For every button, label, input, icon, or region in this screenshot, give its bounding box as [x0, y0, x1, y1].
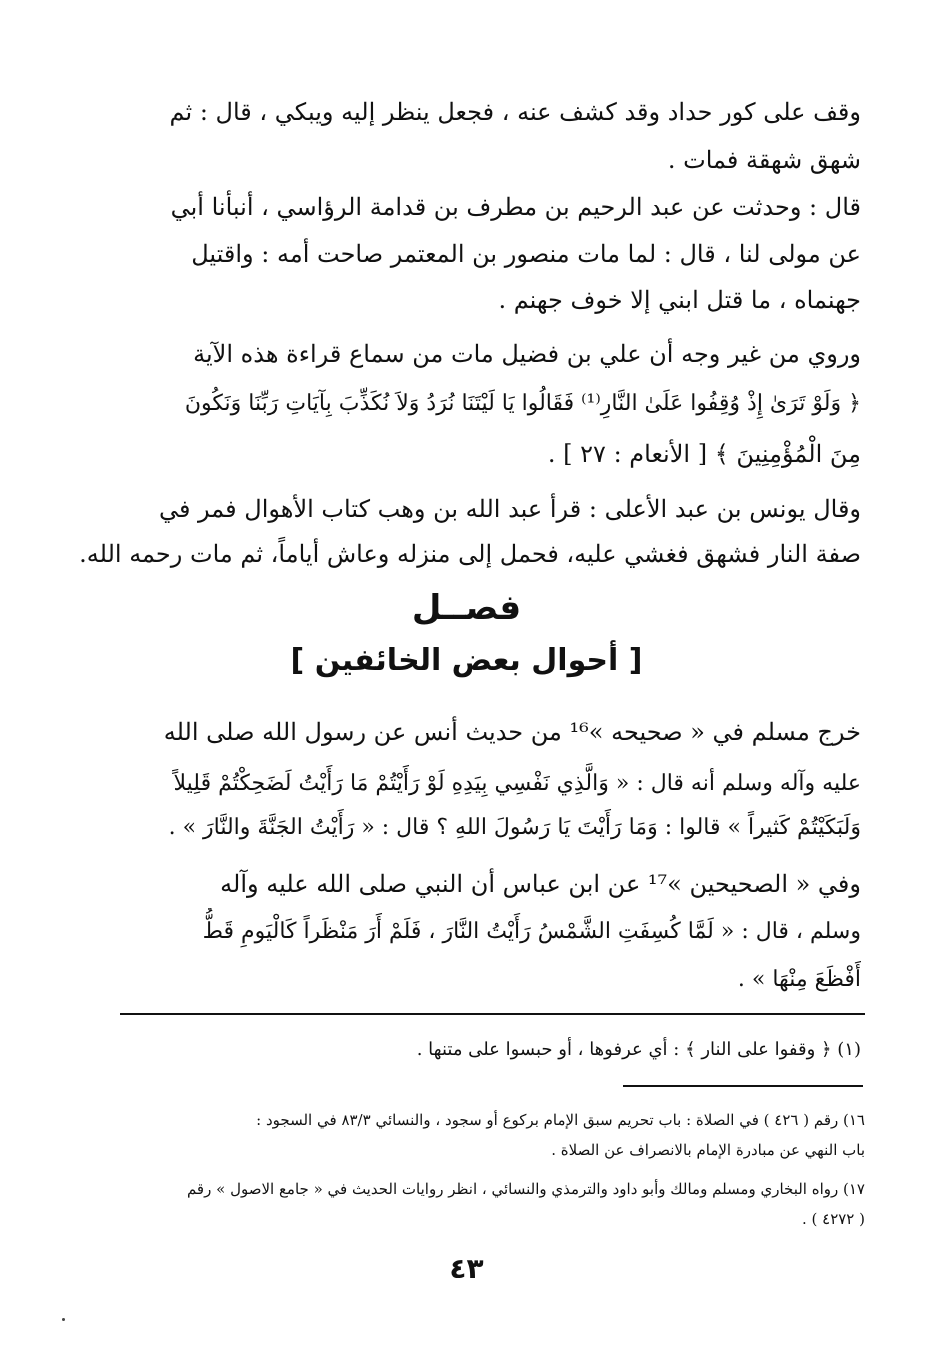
hadith-line: أَفْظَعَ مِنْهَا » .: [737, 967, 861, 992]
text-line: جهنماه ، ما قتل ابني إلا خوف جهنم .: [498, 286, 861, 314]
section-subtitle: [ أحوال بعض الخائفين ]: [290, 643, 643, 678]
text-line: خرج مسلم في « صحيحه »¹⁶ من حديث أنس عن رسول الله صلى الله: [163, 718, 861, 746]
text-line: وقال يونس بن عبد الأعلى : قرأ عبد الله بن وهب كتاب الأهوال فمر في: [158, 495, 861, 523]
text-line: صفة النار فشهق فغشي عليه، فحمل إلى منزله وعاش أياماً، ثم مات رحمه الله.: [79, 540, 861, 568]
hadith-line: وَلَبَكَيْتُمْ كَثيراً » قالوا : وَمَا رَأَيْتَ يَا رَسُولَ اللهِ ؟ قال : « رَأَيْتُ الجَنَّةَ والنَّارَ » .: [168, 815, 861, 840]
footnote-1: (١) ﴿ وقفوا على النار ﴾ : أي عرفوها ، أو حبسوا على متنها .: [416, 1039, 861, 1060]
footnote-line: ( ٤٢٧٢ ) .: [801, 1210, 865, 1228]
footnote-line: ١٧) رواه البخاري ومسلم ومالك وأبو داود والترمذي والنسائي ، انظر روايات الحديث في « جامع الاصول » رقم: [186, 1180, 865, 1198]
footnote-short-divider: [623, 1085, 863, 1087]
text-line: وروي من غير وجه أن علي بن فضيل مات من سماع قراءة هذه الآية: [193, 340, 861, 368]
text-line: وفي « الصحيحين »¹⁷ عن ابن عباس أن النبي صلى الله عليه وآله: [220, 870, 861, 898]
quran-verse-line: ﴿ وَلَوْ تَرَىٰ إِذْ وُقِفُوا عَلَىٰ النَّارِ⁽¹⁾ فَقَالُوا يَا لَيْتَنَا نُرَدُ وَلاَ نُكَذِّبَ بِآيَاتِ رَبِّنَا وَنَكُونَ: [184, 391, 861, 416]
footnote-line: باب النهي عن مبادرة الإمام بالانصراف عن الصلاة .: [551, 1141, 865, 1159]
page-number: ٤٣: [449, 1252, 484, 1285]
text-line: مِنَ الْمُؤْمِنِينَ ﴾ [ الأنعام : ٢٧ ] .: [547, 440, 861, 468]
text-line: قال : وحدثت عن عبد الرحيم بن مطرف بن قدامة الرؤاسي ، أنبأنا أبي: [170, 193, 861, 221]
text-line: عن مولى لنا ، قال : لما مات منصور بن المعتمر صاحت أمه : واقتيل: [191, 240, 861, 268]
hadith-line: عليه وآله وسلم أنه قال : « وَالَّذِي نَفْسِي بِيَدِهِ لَوْ رَأَيْتُمْ مَا رَأَيْتُ لَضَحِكْتُمْ قَلِيلاً: [173, 771, 861, 796]
hadith-line: وسلم ، قال : « لَمَّا كُسِفَتِ الشَّمْسُ رَأَيْتُ النَّارَ ، فَلَمْ أَرَ مَنْظَراً كَالْيَومِ قَطُّ: [202, 919, 861, 944]
section-title: فصــل: [411, 588, 522, 628]
footnote-divider: [120, 1013, 865, 1015]
text-line: وقف على كور حداد وقد كشف عنه ، فجعل ينظر إليه ويبكي ، قال : ثم: [169, 98, 861, 126]
text-line: شهق شهقة فمات .: [667, 146, 861, 174]
footnote-line: ١٦) رقم ( ٤٢٦ ) في الصلاة : باب تحريم سبق الإمام بركوع أو سجود ، والنسائي ٨٣/٣ في السجود :: [256, 1111, 865, 1129]
scan-speck: [62, 1318, 65, 1321]
